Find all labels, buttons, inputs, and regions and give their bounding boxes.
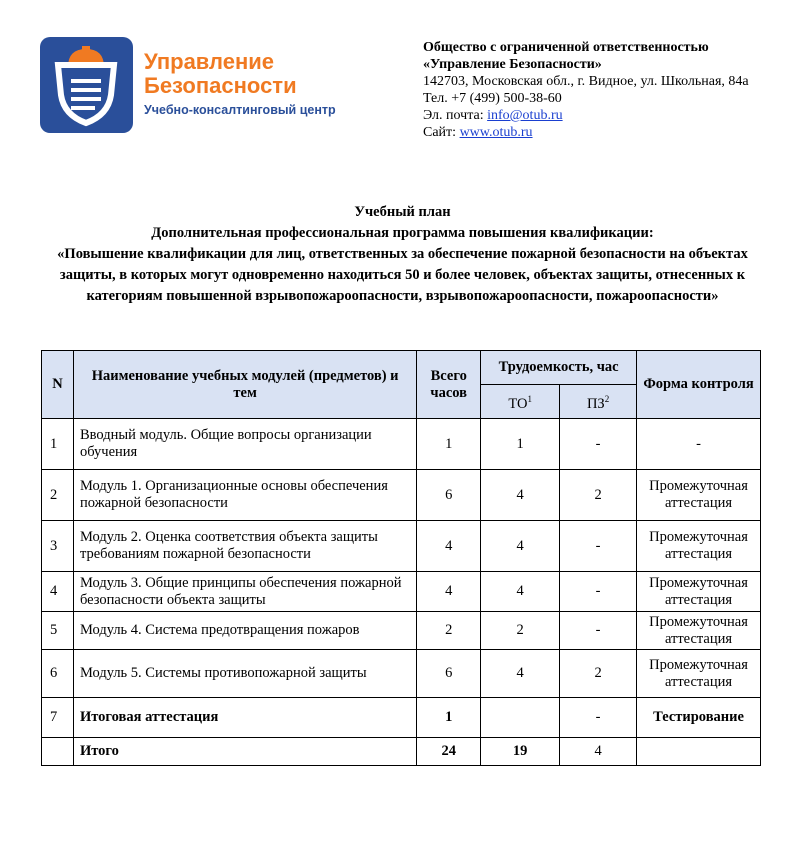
row-pz: 2 [560,470,637,521]
row-to: 4 [481,572,560,612]
table-row [42,419,761,470]
total-pz: 4 [560,738,637,766]
row-form: Промежуточная аттестация [637,521,761,572]
row-name: Модуль 4. Система предотвращения пожаров [73,612,416,650]
shield-helmet-logo-icon [40,37,133,133]
row-form: Промежуточная аттестация [637,572,761,612]
row-num: 7 [42,698,74,738]
company-email-line [423,107,749,124]
row-total: 6 [417,650,481,698]
table-row [42,698,761,738]
logo-subtitle: Учебно-консалтинговый центр [144,103,336,117]
row-num: 3 [42,521,74,572]
email-link[interactable]: info@otub.ru [487,108,563,123]
row-pz: - [560,612,637,650]
row-name: Итоговая аттестация [73,698,416,738]
document-heading [30,202,775,307]
table-row [42,470,761,521]
row-to: 1 [481,419,560,470]
company-info [423,39,749,141]
curriculum-table [41,350,761,766]
row-pz: 2 [560,650,637,698]
company-phone: Тел. +7 (499) 500-38-60 [423,91,562,106]
row-to [481,698,560,738]
row-total: 6 [417,470,481,521]
row-total: 1 [417,419,481,470]
company-site-line [423,124,749,141]
header-form: Форма контроля [637,351,761,419]
table-row [42,612,761,650]
row-num: 4 [42,572,74,612]
doc-title: Учебный план [354,204,451,220]
row-form: Тестирование [637,698,761,738]
company-logo [40,37,370,133]
company-brand: «Управление Безопасности» [423,57,602,72]
doc-subtitle: Дополнительная профессиональная программа повышения квалификации: [151,225,654,241]
total-form [637,738,761,766]
row-to: 4 [481,521,560,572]
row-pz: - [560,698,637,738]
row-total: 4 [417,572,481,612]
table-row [42,572,761,612]
header-name: Наименование учебных модулей (предметов) и тем [73,351,416,419]
row-num: 1 [42,419,74,470]
row-form: Промежуточная аттестация [637,650,761,698]
header-pz: $ПЗ^2$ [560,385,637,419]
row-name: Вводный модуль. Общие вопросы организации обучения [73,419,416,470]
row-pz: - [560,572,637,612]
row-pz: - [560,419,637,470]
company-address: 142703, Московская обл., г. Видное, ул. Школьная, 84а [423,74,749,89]
row-name: Модуль 5. Системы противопожарной защиты [73,650,416,698]
total-to: 19 [481,738,560,766]
row-total: 1 [417,698,481,738]
total-row [42,738,761,766]
row-form: Промежуточная аттестация [637,470,761,521]
total-num [42,738,74,766]
row-to: 2 [481,612,560,650]
row-num: 5 [42,612,74,650]
row-form: - [637,419,761,470]
header-to: $ТО^1$ [481,385,560,419]
total-label: Итого [73,738,416,766]
row-to: 4 [481,650,560,698]
total-hours: 24 [417,738,481,766]
row-form: Промежуточная аттестация [637,612,761,650]
table-row [42,650,761,698]
row-pz: - [560,521,637,572]
header-labor: Трудоемкость, час [481,351,637,385]
row-name: Модуль 3. Общие принципы обеспечения пожарной безопасности объекта защиты [73,572,416,612]
program-title: «Повышение квалификации для лиц, ответственных за обеспечение пожарной безопасности на объектах защиты, в которых могут одновременно находиться 50 и более человек, объектах защиты, отнесенных к категориям повышенной взрывопожароопасности, взрывопожароопасности, пожароопасности» [57,246,748,304]
header-num: N [42,351,74,419]
email-label: Эл. почта: [423,108,488,123]
company-name: Общество с ограниченной ответственностью [423,40,709,55]
row-total: 2 [417,612,481,650]
site-link[interactable]: www.otub.ru [459,125,533,140]
header-total: Всего часов [417,351,481,419]
row-name: Модуль 2. Оценка соответствия объекта защиты требованиям пожарной безопасности [73,521,416,572]
row-num: 2 [42,470,74,521]
site-label: Сайт: [423,125,460,140]
row-total: 4 [417,521,481,572]
row-to: 4 [481,470,560,521]
row-name: Модуль 1. Организационные основы обеспечения пожарной безопасности [73,470,416,521]
logo-title: Управление Безопасности [144,49,297,98]
row-num: 6 [42,650,74,698]
table-row [42,521,761,572]
